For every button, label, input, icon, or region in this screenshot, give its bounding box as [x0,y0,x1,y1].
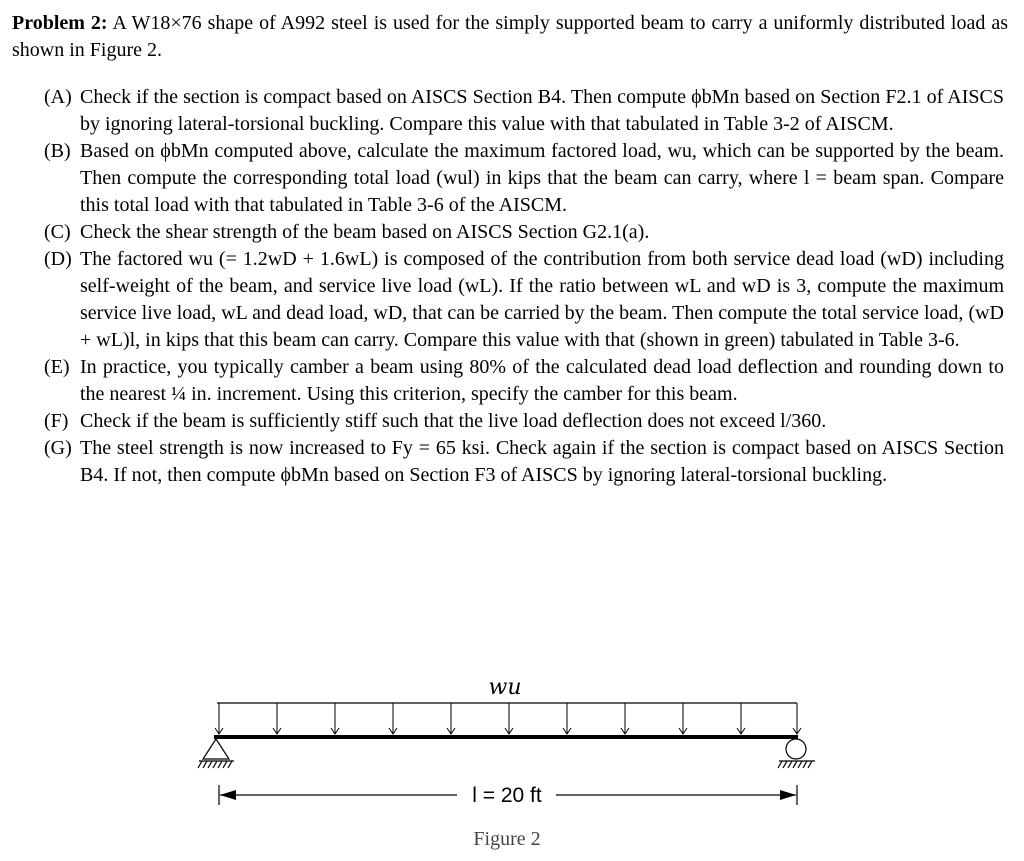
part-label: (D) [44,248,72,270]
part-g [44,435,1004,489]
problem-statement [12,10,1008,64]
part-f [44,408,1004,435]
part-label: (B) [44,140,71,162]
part-e [44,354,1004,408]
part-c [44,219,1004,246]
part-label: (A) [44,86,72,108]
part-text: Based on ϕbMn computed above, calculate the maximum factored load, wu, which can be supported by the beam. Then compute the corresponding total load (wul) in kips that the beam can carry, where l = beam span. Compare this total load with that tabulated in Table 3-6 of the AISCM. [80,140,1004,216]
part-d [44,246,1004,354]
part-a [44,84,1004,138]
span-label: l = 20 ft [472,784,542,807]
part-text: Check if the section is compact based on AISCS Section B4. Then compute ϕbMn based on Section F2.1 of AISCS by ignoring lateral-torsional buckling. Compare this value with that tabulated in Table 3-2 of AISCM. [80,86,1004,135]
beam-figure [0,660,1024,860]
part-text: Check the shear strength of the beam based on AISCS Section G2.1(a). [80,221,650,243]
load-label: wu [488,675,522,700]
part-label: (E) [44,356,70,378]
part-label: (F) [44,410,69,432]
load-arrows [215,703,801,734]
part-text: Check if the beam is sufficiently stiff such that the live load deflection does not exceed l/360. [80,410,827,432]
problem-text: A W18×76 shape of A992 steel is used for the simply supported beam to carry a uniformly distributed load as shown in Figure 2. [12,12,1009,61]
pin-support [198,739,234,768]
figure-caption: Figure 2 [473,828,541,850]
part-label: (G) [44,437,72,459]
problem-parts-list [44,84,1004,489]
roller-support [778,739,815,768]
part-label: (C) [44,221,71,243]
part-text: The factored wu (= 1.2wD + 1.6wL) is composed of the contribution from both service dead load (wD) including self-weight of the beam, and service live load (wL). If the ratio between wL and wD is 3, compute the maximum service live load, wL and dead load, wD, that can be carried by the beam. Then compute the total service load, (wD + wL)l, in kips that this beam can carry. Compare this value with that (shown in green) tabulated in Table 3-6. [80,248,1004,351]
part-text: The steel strength is now increased to Fy = 65 ksi. Check again if the section is compact based on AISCS Section B4. If not, then compute ϕbMn based on Section F3 of AISCS by ignoring lateral-torsional buckling. [80,437,1004,486]
part-b [44,138,1004,219]
problem-label: Problem 2: [12,12,108,34]
part-text: In practice, you typically camber a beam using 80% of the calculated dead load deflection and rounding down to the nearest ¼ in. increment. Using this criterion, specify the camber for this beam. [80,356,1004,405]
